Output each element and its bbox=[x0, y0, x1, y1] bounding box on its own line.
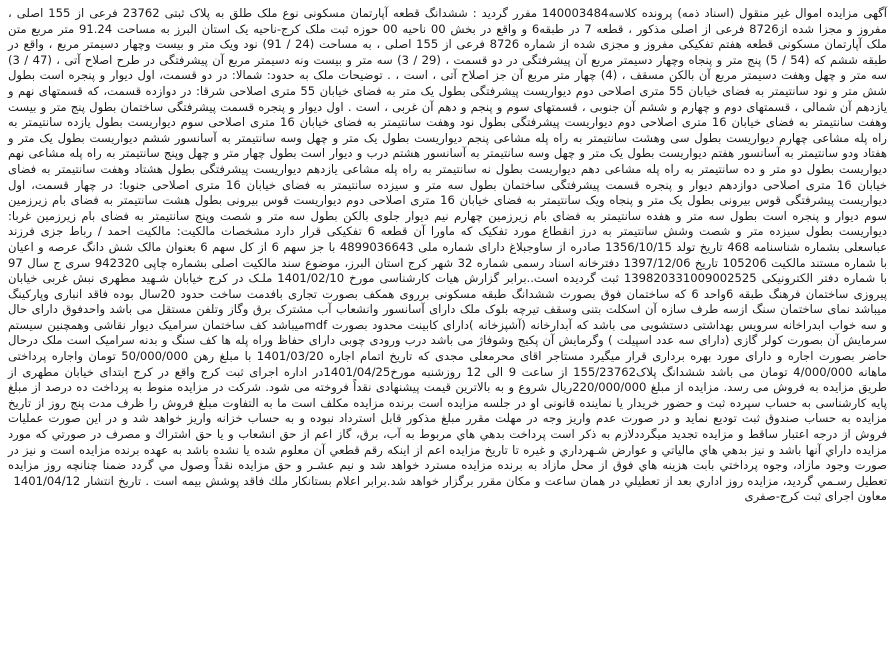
notice-signature: معاون اجرای ثبت کرج-صفری bbox=[744, 489, 887, 504]
notice-body-text: آگهی مزایده اموال غیر منقول (اسناد ذمه) پرونده کلاسه140003484 مفرر گردید : ششدانگ قطعه آپارتمان مسکونی نوع ملک طلق به پلاک ثبتی 23762 فرعی از 155 اصلی ، مفروز و مجزا شده از8726 فرعی از اصلی مذکور ، قطعه 7 در طبقه6 و واقع در بخش 00 ناحیه 00 حوزه ثبت ملک کرج-ناحیه یک استان البرز به مساحت 91.24 متر مربع متن ملک آپارتمان مسکونی قطعه هفتم تفکیکی مفروز و مجزی شده از شماره 8726 فرعی از 155 اصلی ، به مساحت (24 / 91) نود ویک متر و بیست وچهار دسیمتر مربع ، واقع در طبقه ششم که (54 / 5) پنج متر و پنجاه وچهار دسیمتر مربع آن پیشرفتگی در دو قسمت ، (29 / 3) سه متر و بیست ونه دسیمتر مربع آن پیشرفتگی در طرح اصلاح آتی ، (47 / 3) سه متر و چهل وهفت دسیمتر مربع آن بالکن مسقف ، (4) چهار متر مربع آن جز اصلاح آتی ، است ، . توضیحات ملک به حدود: شمالا: در دو قسمت، اول دیوار و پنجره است بطول شش متر و نود سانتیمتر به فضای خیابان 55 متری اصلاحی دوم دیواریست پیشرفتگی بطول یک متر به فضای خیابان 55 متری اصلاحی شرقا: در دوازده قسمت، که قسمتهای نهم و یازدهم آن شمالی ، قسمتهای دوم و چهارم و ششم آن جنوبی ، قسمتهای سوم و پنجم و دهم آن غربی ، است . اول دیوار و پنجره قسمت پیشرفتگی ساختمان بطول پنج متر و بیست وهفت سانتیمتر به فضای خیابان 16 متری اصلاحی دوم دیواریست پیشرفتگی بطول نود وهفت سانتیمتر به فضای خیابان 16 متری اصلاحی سوم دیواریست بطول یازده سانتیمتر به راه پله مشاعی چهارم دیواریست بطول سی وهشت سانتیمتر به راه پله مشاعی پنجم دیواریست بطول یک متر و چهل وسه سانتیمتر به آسانسور ششم دیواریست بطول یک متر و هفتاد ودو سانتیمتر به آسانسور هفتم دیواریست بطول یک متر و چهل وسه سانتیمتر به آسانسور هشتم درب و دیوار است بطول چهار متر و چهل وپنج سانتیمتر به راه پله مشاعی نهم دیواریست بطول دو متر و ده سانتیمتر به راه پله مشاعی دهم دیواریست بطول نه سانتیمتر به راه پله مشاعی یازدهم دیواریست پیشرفتگی بطول هشتاد وهفت سانتیمتر به فضای خیابان 16 متری اصلاحی دوازدهم دیوار و پنجره قسمت پیشرفتگی ساختمان بطول سه متر و سیزده سانتیمتر به فضای خیابان 16 متری اصلاحی جنوبا: در چهار قسمت، اول دیواریست پیشرفتگی قوس بیرونی بطول یک متر و پنجاه ویک سانتیمتر به فضای خیابان 16 متری اصلاحی دوم دیواریست قوس بیرونی بطول هشت سانتیمتر به فضای بام زیرزمین سوم دیوار و پنجره است بطول سه متر و هفده سانتیمتر به فضای بام زیرزمین چهارم نیم دیوار جلوی بالکن بطول سه متر و شصت وپنج سانتیمتر به فضای بام زیرزمین غربا: دیواریست بطول سیزده متر و شصت وشش سانتیمتر به درز انقطاع مورد تفکیک که ماورا آن قطعه 6 تفکیکی قرار دارد مشخصات مالکیت: مالکیت احمد / رباط جزی فرزند عباسعلی بشماره شناسنامه 468 تاریخ تولد 1356/10/15 صادره از ساوجبلاغ دارای شماره ملی 4899036643 با جز سهم 6 از کل سهم 6 بعنوان مالک شش دانگ عرصه و اعیان با شماره مستند مالکیت 105206 تاریخ 1397/12/06 دفترخانه اسناد رسمی شماره 32 شهر کرج استان البرز، موضوع سند مالکیت اصلی بشماره چاپی 942320 سری ج سال 97 با شماره دفتر الکترونیکی 139820331009002525 ثبت گردیده است..برابر گزارش هیات کارشناسی مورخ 1401/02/10 ملـک در کرج خیابان شـهید مطهری نبش غربی خیابان پیروزی ساختمان فرهنگ طبقه 6واحد 6 که ساختمان فوق بصورت ششدانگ طبقه مسکونی برروی همکف بصورت تجاری بافدمت ساخت حدود 20سال بوده فاقد انباری وپارکینگ میباشد نمای ساختمان سنگ ازسه طرف سازه آن اسکلت بتنی وسقف تیرچه بلوک ملک دارای آسانسور وانشعاب آب مشترک برق وگاز وتلفن مستقل می باشد واحدفوق دارای حال و سه خواب ابدراخانه سرویس بهداشتی دستشویی می باشد که آبدارخانه (آشپزخانه )دارای کابینت محدود بصورت mdfمیباشد کف ساختمان سرامیک دیوار نقاشی وهمچنین سیستم سرمایش آن بصورت کولر گازی (دارای سه عدد اسپیلت ) وگرمایش آن پکیج وشوفاژ می باشد درب ورودی چوبی دارای حفاظ وراه پله ها کف سنگ و بدنه سرامیک است ملک درحال حاضر بصورت اجاره و دارای مورد بهره برداری قرار میگیرد مستاجر اقای محرمعلی مجدی که تاریخ اتمام اجاره 1401/03/20 با مبلغ رهن 50/000/000 تومان واجاره پرداختی ماهانه 4/000/000 تومان می باشد ششدانگ پلاک155/23762 از ساعت 9 الی 12 روزشنبه مورخ1401/04/25در اداره اجرای ثبت کرج واقع در کرج ابتدای خیابان مطهری از طریق مزایده به فروش می رسد. مزایده از مبلغ 220/000/000ریال شروع و به بالاترین قیمت پیشنهادی نقداً فروخته می شود. شرکت در مزایده منوط به پرداخت ده درصد از مبلغ پایه کارشناسی به حساب سپرده ثبت و حضور خریدار یا نماینده قانونی او در جلسه مزایده است برنده مزایده مکلف است ما به التفاوت مبلغ فروش را ظرف مدت پنج روز از تاریخ مزایده به حساب صندوق ثبت توديع نمايد و در صورت عدم واريز وجه در مهلت مقرر مبلغ مذکور قابل استرداد نبوده و به حساب خزانه واريز خواهد شد و در اين صورت عمليات فروش از درجه اعتبار ساقط و مزايده تجديد ميگرددلازم به ذكر است پرداخت بدهي هاي مربوط به آب، برق، گاز اعم از حق انشعاب و يا حق اشتراك و مصرف در صورتي كه مورد مزايده داراي آنها باشد و نيز بدهي هاي مالياتي و عوارض شـهرداري و غيره تا تاريخ مزايده اعم از اينكه رقم قطعي آن معلوم شده يا نشده باشد به عهده برنده مزايده است و نيز در صورت وجود مازاد، وجوه پرداختي بابت هزينه هاي فوق از محل مازاد به برنده مزايده مسترد خواهد شد و نيم عشـر و حق مزايده نقداً وصول مي گردد ضمنا چنانچه روز مزايده تعطيل رسـمي گرديد، مزايده روز اداري بعد از تعطيلي در همان ساعت و مكان مقرر برگزار خواهد شد.برابر اعلام بستانكار ملك فاقد پوشش بيمه است . تاريخ انتشار 1401/04/12 bbox=[8, 6, 888, 488]
